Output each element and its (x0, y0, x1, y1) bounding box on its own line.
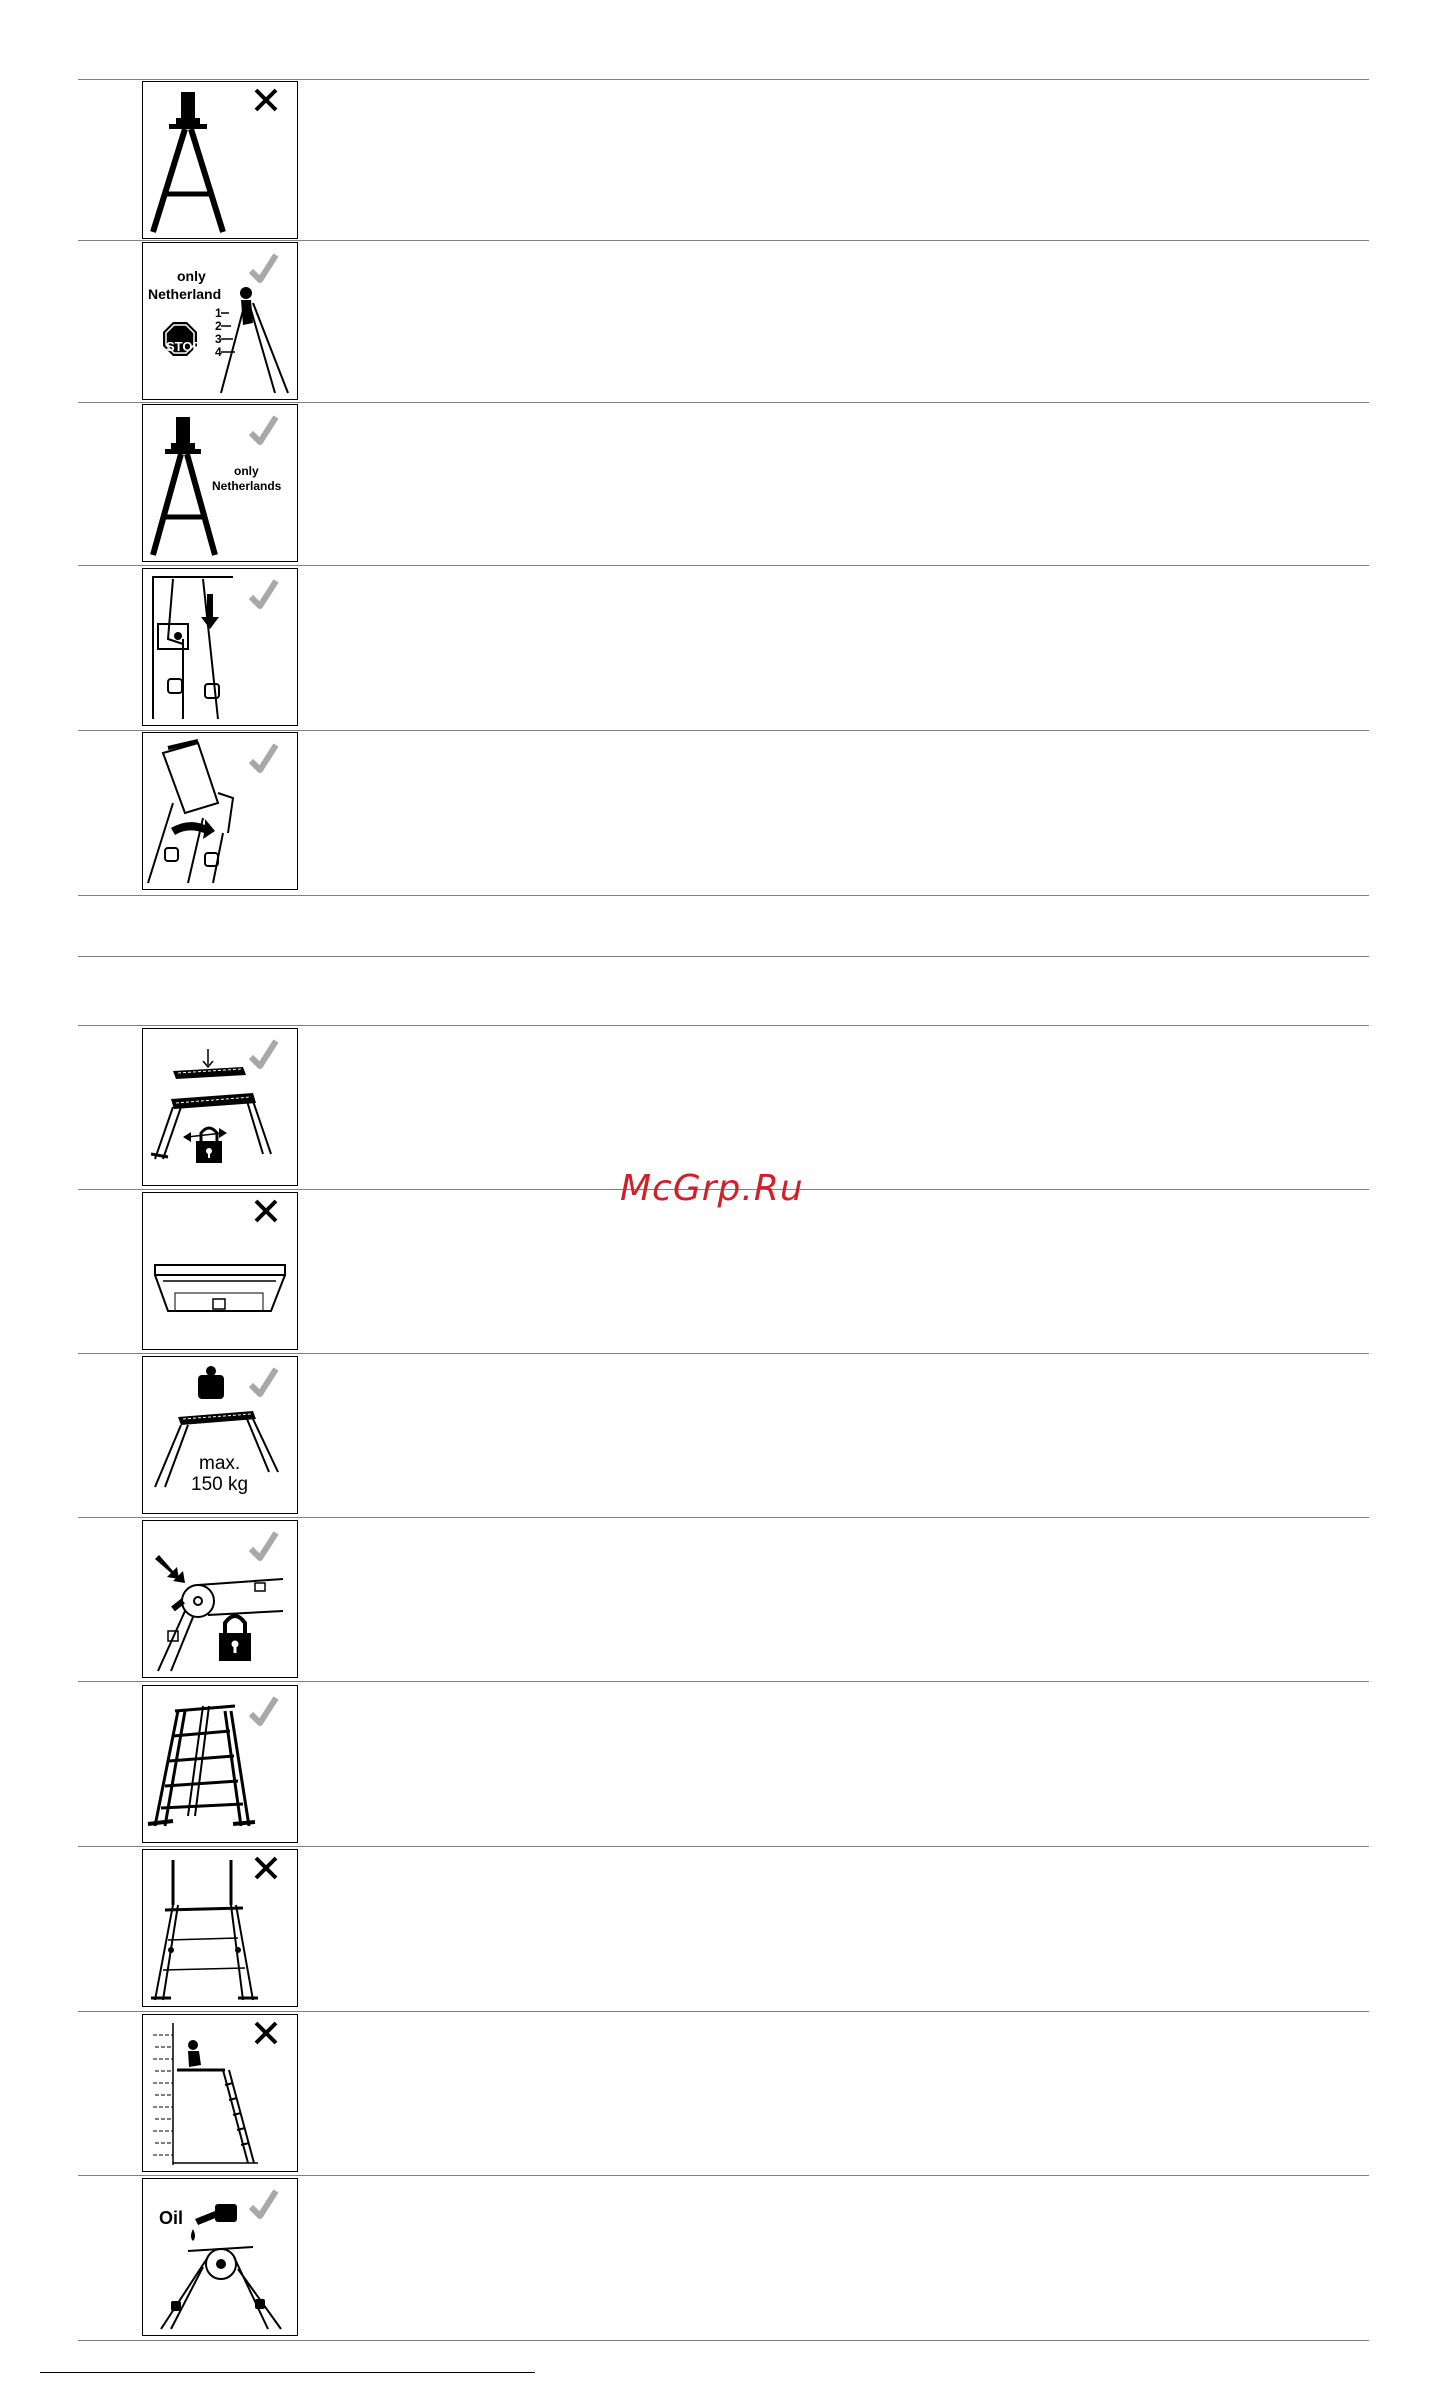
pictogram-netherlands-bucket (142, 404, 298, 562)
step-number: 2 (215, 319, 222, 333)
pictogram-stool-bucket (142, 81, 298, 239)
row-divider (78, 79, 1369, 80)
pictogram-wall-scaffold (142, 2014, 298, 2172)
row-divider (78, 1681, 1369, 1682)
row-divider (78, 2011, 1369, 2012)
row-divider (78, 1517, 1369, 1518)
pictogram-ladder-wrong-setup (142, 1849, 298, 2007)
row-divider (78, 2340, 1369, 2341)
row-divider (78, 956, 1369, 957)
load-value-label: 150 kg (191, 1474, 249, 1495)
row-divider (78, 402, 1369, 403)
wall-scaffold-icon (143, 2015, 296, 2170)
hinge-padlock-icon (143, 1521, 296, 1676)
row-divider (78, 565, 1369, 566)
footer-rule (40, 2372, 535, 2373)
pictogram-oil-hinge (142, 2178, 298, 2336)
step-number: 3 (215, 332, 222, 346)
row-divider (78, 1846, 1369, 1847)
row-divider (78, 1025, 1369, 1026)
oil-label: Oil (159, 2208, 184, 2228)
pictogram-max-load (142, 1356, 298, 1514)
aframe-ladder-icon (143, 1686, 296, 1841)
stop-sign-text: STOP (166, 339, 202, 354)
pictogram-hinge-padlock (142, 1520, 298, 1678)
only-label: only (177, 268, 206, 284)
netherland-label: Netherland (148, 286, 222, 302)
pictogram-hinge-lock (142, 568, 298, 726)
pictogram-platform-sag (142, 1192, 298, 1350)
platform-lock-icon (143, 1029, 296, 1184)
netherlands-label: Netherlands (212, 479, 282, 493)
pictogram-aframe-ladder (142, 1685, 298, 1843)
oil-can-icon (143, 2179, 296, 2334)
watermark: McGrp.Ru (620, 1168, 804, 1209)
row-divider (78, 730, 1369, 731)
platform-sag-icon (143, 1193, 296, 1348)
only-label: only (234, 464, 259, 478)
row-divider (78, 2175, 1369, 2176)
row-divider (78, 1353, 1369, 1354)
step-number: 4 (215, 345, 222, 359)
row-divider (78, 895, 1369, 896)
ladder-rotate-icon (143, 733, 296, 888)
pictogram-ladder-rotate (142, 732, 298, 890)
ladder-top-bucket-icon (143, 82, 296, 237)
step-number: 1 (215, 306, 222, 320)
ladder-wrong-setup-icon (143, 1850, 296, 2005)
row-divider (78, 240, 1369, 241)
pictogram-netherland-stop (142, 242, 298, 400)
max-label: max. (199, 1453, 241, 1474)
hinge-lock-icon (143, 569, 296, 724)
pictogram-platform-lock (142, 1028, 298, 1186)
